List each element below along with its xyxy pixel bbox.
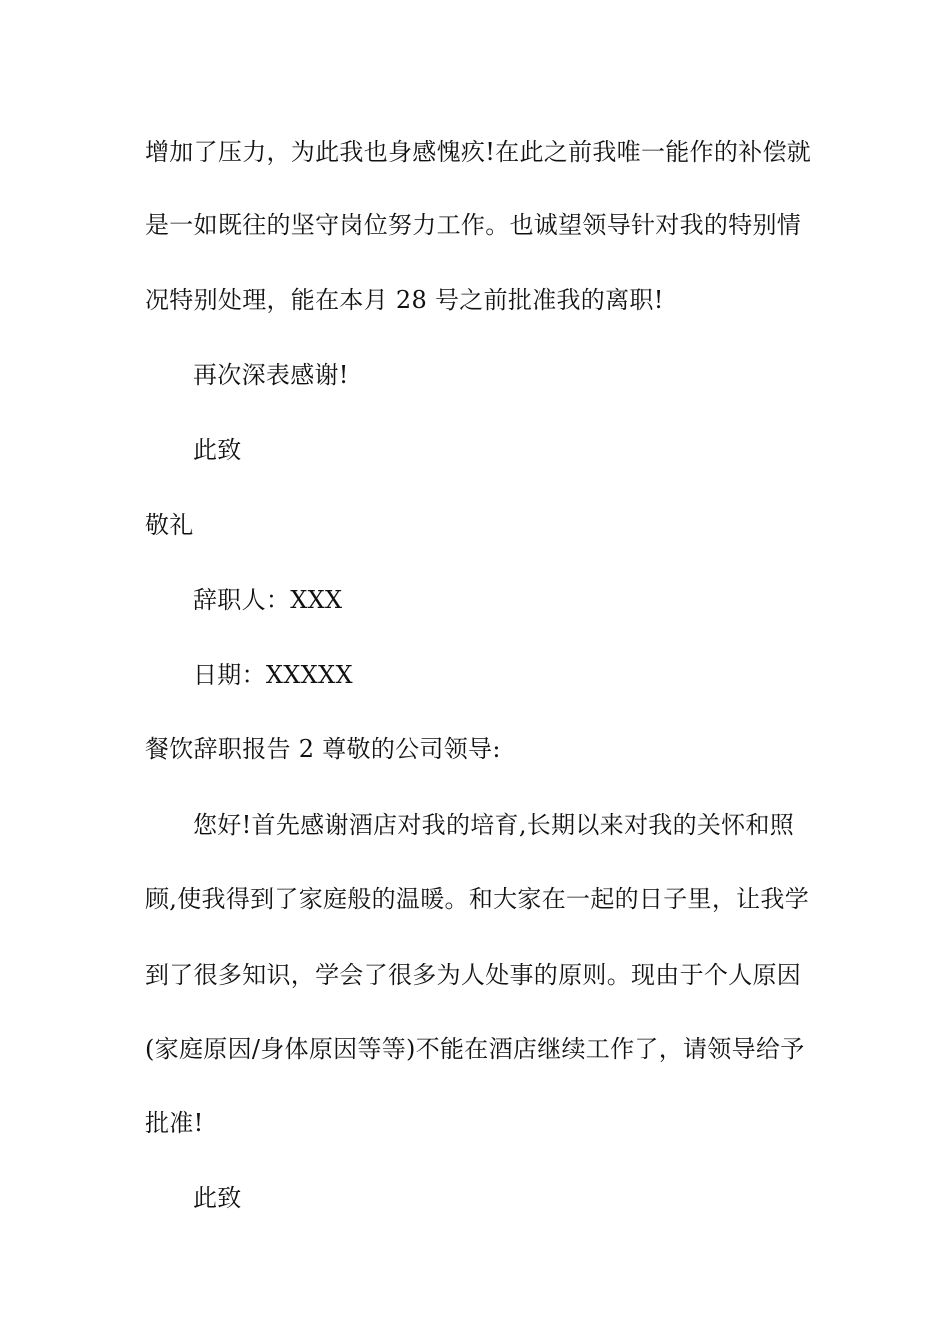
section-heading: 餐饮辞职报告 2 尊敬的公司领导: xyxy=(145,735,501,763)
body-line: 增加了压力，为此我也身感愧疚!在此之前我唯一能作的补偿就 xyxy=(145,138,812,166)
closing-line: 此致 xyxy=(193,1184,242,1212)
body-line: 批准! xyxy=(145,1109,204,1137)
body-line: 况特别处理，能在本月 28 号之前批准我的离职! xyxy=(145,286,664,314)
body-line: 顾,使我得到了家庭般的温暖。和大家在一起的日子里，让我学 xyxy=(145,885,810,913)
thanks-line: 再次深表感谢! xyxy=(193,361,349,389)
body-line: 您好!首先感谢酒店对我的培育,长期以来对我的关怀和照 xyxy=(193,811,795,839)
salutation-line: 敬礼 xyxy=(145,511,194,539)
date-line: 日期：XXXXX xyxy=(193,661,353,689)
body-line: 是一如既往的坚守岗位努力工作。也诚望领导针对我的特别情 xyxy=(145,211,802,239)
signer-line: 辞职人：XXX xyxy=(193,586,343,614)
body-line: (家庭原因/身体原因等等)不能在酒店继续工作了，请领导给予 xyxy=(145,1035,805,1063)
body-line: 到了很多知识，学会了很多为人处事的原则。现由于个人原因 xyxy=(145,961,802,989)
closing-line: 此致 xyxy=(193,436,242,464)
